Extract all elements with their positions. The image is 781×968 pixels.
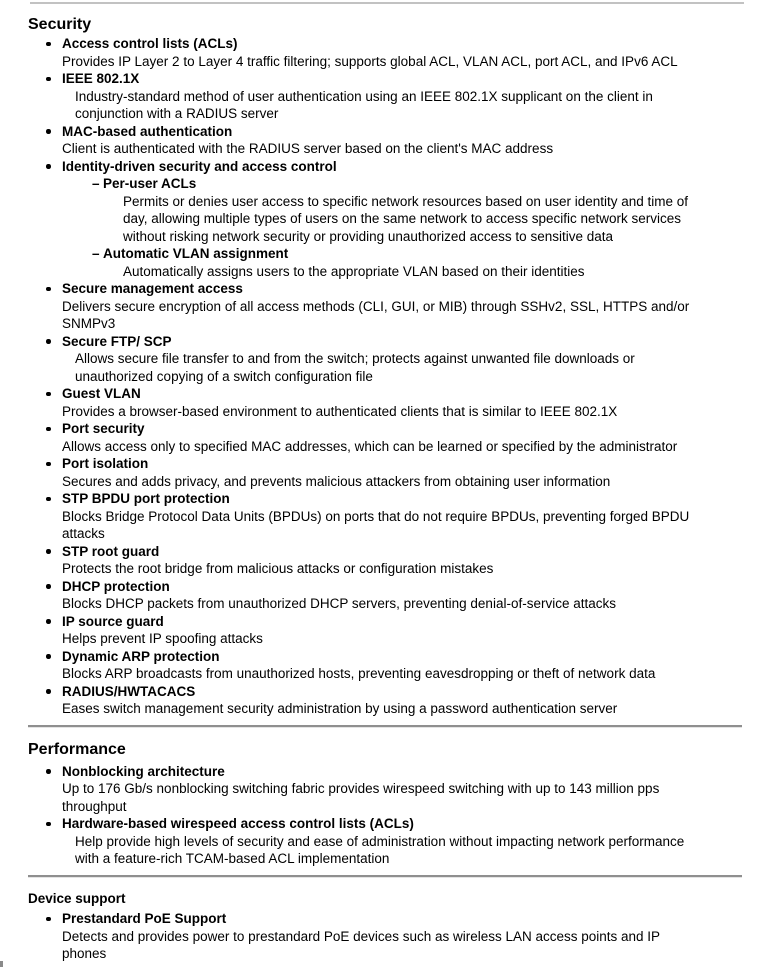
feature-item <box>28 455 771 490</box>
section-divider <box>28 725 742 728</box>
section-device-support <box>28 890 771 963</box>
feature-description-line: Delivers secure encryption of all access methods (CLI, GUI, or MIB) through SSHv2, SSL, HTTPS and/or <box>62 298 690 314</box>
feature-title-text: IP source guard <box>62 613 164 629</box>
feature-description-line: with a feature-rich TCAM-based ACL implementation <box>75 851 390 866</box>
bullet-icon <box>46 287 51 292</box>
section-security <box>28 15 771 718</box>
bullet-icon <box>46 917 51 922</box>
subfeature-description-line: day, allowing multiple types of users on the same network to access specific network services <box>123 211 681 226</box>
section-performance <box>28 740 771 868</box>
feature-description-line: Detects and provides power to prestandard PoE devices such as wireless LAN access points and IP <box>62 928 661 944</box>
feature-title <box>28 385 771 403</box>
feature-title-text: Nonblocking architecture <box>62 763 225 779</box>
feature-title-text: Port isolation <box>62 456 149 471</box>
feature-title <box>28 683 771 701</box>
bullet-icon <box>46 339 51 344</box>
feature-description-line: Client is authenticated with the RADIUS server based on the client's MAC address <box>62 141 554 156</box>
subfeature-description-line: without risking network security or providing unauthorized access to sensitive data <box>123 228 613 244</box>
feature-title-text: Prestandard PoE Support <box>62 911 227 926</box>
feature-title <box>28 910 771 928</box>
feature-title-text: STP BPDU port protection <box>62 491 230 506</box>
bullet-icon <box>46 584 51 589</box>
feature-description-line: Allows access only to specified MAC addresses, which can be learned or specified by the administrator <box>62 438 678 454</box>
feature-title <box>28 578 771 596</box>
bullet-icon <box>46 77 51 82</box>
dash-icon: – <box>92 176 100 191</box>
subfeature-description-line: Permits or denies user access to specific network resources based on user identity and time of <box>123 193 689 209</box>
subfeature-title <box>28 175 771 193</box>
feature-title-text: IEEE 802.1X <box>62 71 140 86</box>
feature-item <box>28 420 771 455</box>
bullet-icon <box>46 769 51 774</box>
feature-title <box>28 158 771 176</box>
feature-item <box>28 158 771 281</box>
bullet-icon <box>46 129 51 134</box>
bullet-icon <box>46 549 51 554</box>
subfeature-description-line: Automatically assigns users to the appropriate VLAN based on their identities <box>123 263 585 279</box>
feature-description-line: Protects the root bridge from malicious attacks or configuration mistakes <box>62 561 494 576</box>
feature-title <box>28 763 771 781</box>
section-divider <box>28 875 742 878</box>
feature-item <box>28 70 771 123</box>
feature-description-line: phones <box>62 946 107 961</box>
feature-description-line: throughput <box>62 798 127 814</box>
feature-item <box>28 613 771 648</box>
feature-item <box>28 490 771 543</box>
feature-title <box>28 70 771 88</box>
subfeature-title-text: Per-user ACLs <box>103 176 197 191</box>
feature-title-text: Port security <box>62 421 145 436</box>
bullet-icon <box>46 42 51 47</box>
feature-title <box>28 35 771 53</box>
feature-title <box>28 815 771 833</box>
feature-title <box>28 648 771 666</box>
bullet-icon <box>46 619 51 624</box>
feature-item <box>28 648 771 683</box>
feature-description-line: Blocks ARP broadcasts from unauthorized hosts, preventing eavesdropping or theft of network data <box>62 666 656 681</box>
feature-description-line: Up to 176 Gb/s nonblocking switching fabric provides wirespeed switching with up to 143 million pps <box>62 781 660 796</box>
feature-title-text: RADIUS/HWTACACS <box>62 683 196 699</box>
feature-item <box>28 333 771 386</box>
dash-icon: – <box>92 246 100 261</box>
bullet-icon <box>46 392 51 397</box>
bullet-icon <box>46 822 51 827</box>
feature-title-text: STP root guard <box>62 543 160 559</box>
feature-title <box>28 613 771 631</box>
feature-title-text: Access control lists (ACLs) <box>62 36 238 51</box>
feature-title <box>28 280 771 298</box>
bullet-icon <box>46 689 51 694</box>
subfeature-title-text: Automatic VLAN assignment <box>103 246 289 261</box>
feature-description-line: Secures and adds privacy, and prevents malicious attackers from obtaining user information <box>62 473 611 489</box>
feature-title-text: DHCP protection <box>62 578 170 594</box>
feature-description-line: Allows secure file transfer to and from the switch; protects against unwanted file downloads or <box>75 351 635 366</box>
bullet-icon <box>46 654 51 659</box>
feature-item <box>28 280 771 333</box>
bullet-icon <box>46 164 51 169</box>
feature-description-line: attacks <box>62 526 105 541</box>
feature-title <box>28 543 771 561</box>
feature-title-text: MAC-based authentication <box>62 123 233 139</box>
subfeature-title <box>28 245 771 263</box>
feature-description-line: conjunction with a RADIUS server <box>75 106 279 121</box>
feature-title-text: Secure management access <box>62 281 243 296</box>
page-edge-artifact <box>0 961 3 967</box>
bullet-icon <box>46 427 51 432</box>
feature-title-text: Dynamic ARP protection <box>62 648 220 664</box>
feature-title-text: Secure FTP/ SCP <box>62 333 172 349</box>
feature-description-line: Blocks Bridge Protocol Data Units (BPDUs) on ports that do not require BPDUs, preventing forged BPDU <box>62 508 690 524</box>
feature-item <box>28 683 771 718</box>
feature-title-text: Hardware-based wirespeed access control lists (ACLs) <box>62 816 414 831</box>
bullet-icon <box>46 462 51 467</box>
feature-item <box>28 543 771 578</box>
feature-title-text: Guest VLAN <box>62 386 141 401</box>
feature-item <box>28 35 771 70</box>
top-divider <box>30 2 744 4</box>
feature-item <box>28 763 771 816</box>
section-heading: Device support <box>28 890 126 906</box>
section-heading: Performance <box>28 740 126 758</box>
bullet-icon <box>46 497 51 502</box>
feature-title <box>28 490 771 508</box>
feature-description-line: Eases switch management security administration by using a password authentication server <box>62 701 618 716</box>
feature-description-line: Industry-standard method of user authentication using an IEEE 802.1X supplicant on the client in <box>75 88 653 104</box>
feature-description-line: unauthorized copying of a switch configuration file <box>75 368 373 384</box>
feature-description-line: Provides a browser-based environment to authenticated clients that is similar to IEEE 802.1X <box>62 403 618 419</box>
feature-title <box>28 455 771 473</box>
feature-title-text: Identity-driven security and access control <box>62 158 337 174</box>
feature-description-line: Provides IP Layer 2 to Layer 4 traffic filtering; supports global ACL, VLAN ACL, port ACL, and IPv6 ACL <box>62 53 678 69</box>
feature-title <box>28 420 771 438</box>
feature-item <box>28 815 771 868</box>
feature-title <box>28 333 771 351</box>
feature-description-line: Helps prevent IP spoofing attacks <box>62 631 263 646</box>
feature-item <box>28 385 771 420</box>
feature-title <box>28 123 771 141</box>
feature-item <box>28 910 771 963</box>
feature-item <box>28 578 771 613</box>
section-heading: Security <box>28 16 92 33</box>
feature-description-line: Blocks DHCP packets from unauthorized DHCP servers, preventing denial-of-service attacks <box>62 596 616 611</box>
feature-description-line: Help provide high levels of security and ease of administration without impacting network performance <box>75 833 685 849</box>
feature-item <box>28 123 771 158</box>
feature-description-line: SNMPv3 <box>62 316 116 331</box>
